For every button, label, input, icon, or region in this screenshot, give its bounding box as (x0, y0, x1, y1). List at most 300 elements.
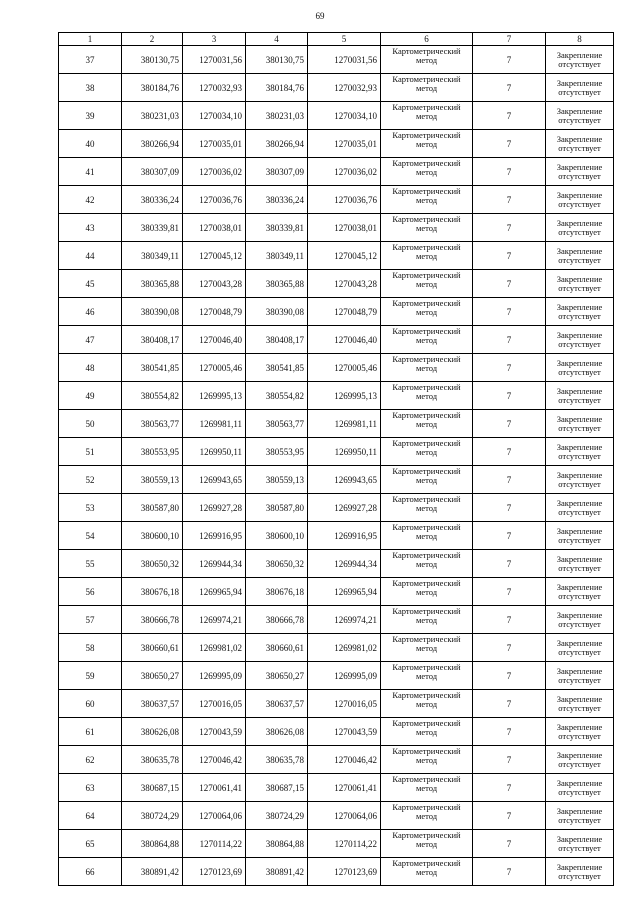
fixation-cell (546, 718, 614, 746)
fixation-cell (546, 606, 614, 634)
fixation-line-1: Закрепление (556, 161, 603, 172)
accuracy-cell: 7 (473, 186, 546, 214)
method-line-1: Картометрический (392, 270, 461, 280)
y-existing-cell: 1269943,65 (183, 466, 246, 494)
x-clarified-cell: 380650,32 (246, 550, 308, 578)
accuracy-cell: 7 (473, 522, 546, 550)
accuracy-cell: 7 (473, 634, 546, 662)
method-cell (381, 662, 473, 690)
fixation-line-1: Закрепление (556, 861, 603, 872)
y-existing-cell: 1270046,40 (183, 326, 246, 354)
fixation-cell (546, 354, 614, 382)
y-existing-cell: 1270045,12 (183, 242, 246, 270)
x-clarified-cell: 380660,61 (246, 634, 308, 662)
fixation-line-1: Закрепление (556, 833, 603, 844)
y-existing-cell: 1270048,79 (183, 298, 246, 326)
accuracy-cell: 7 (473, 858, 546, 886)
fixation-cell (546, 326, 614, 354)
method-line-1: Картометрический (392, 326, 461, 336)
fixation-line-2: отсутствует (558, 562, 601, 573)
point-number-cell: 58 (59, 634, 122, 662)
fixation-line-1: Закрепление (556, 189, 603, 200)
point-number-cell: 37 (59, 46, 122, 74)
method-line-1: Картометрический (392, 578, 461, 588)
fixation-line-2: отсутствует (558, 450, 601, 461)
method-line-2: метод (415, 671, 438, 681)
fixation-line-2: отсутствует (558, 534, 601, 545)
x-clarified-cell: 380307,09 (246, 158, 308, 186)
fixation-line-2: отсутствует (558, 730, 601, 741)
accuracy-cell: 7 (473, 326, 546, 354)
method-line-1: Картометрический (392, 494, 461, 504)
y-clarified-cell: 1269916,95 (308, 522, 381, 550)
table-row (59, 830, 614, 858)
fixation-line-2: отсутствует (558, 870, 601, 881)
fixation-cell (546, 242, 614, 270)
table-row (59, 746, 614, 774)
point-number-cell: 52 (59, 466, 122, 494)
fixation-line-2: отсутствует (558, 338, 601, 349)
accuracy-cell: 7 (473, 746, 546, 774)
x-clarified-cell: 380231,03 (246, 102, 308, 130)
x-existing-cell: 380541,85 (122, 354, 183, 382)
table-row (59, 270, 614, 298)
accuracy-cell: 7 (473, 410, 546, 438)
point-number-cell: 40 (59, 130, 122, 158)
x-clarified-cell: 380339,81 (246, 214, 308, 242)
x-clarified-cell: 380587,80 (246, 494, 308, 522)
accuracy-cell: 7 (473, 130, 546, 158)
x-clarified-cell: 380130,75 (246, 46, 308, 74)
accuracy-cell: 7 (473, 774, 546, 802)
table-row (59, 494, 614, 522)
table-body (59, 33, 614, 886)
y-existing-cell: 1269950,11 (183, 438, 246, 466)
header-cell-2: 2 (122, 33, 183, 46)
y-clarified-cell: 1269974,21 (308, 606, 381, 634)
x-existing-cell: 380660,61 (122, 634, 183, 662)
method-line-2: метод (415, 839, 438, 849)
y-clarified-cell: 1270016,05 (308, 690, 381, 718)
table-row (59, 46, 614, 74)
x-existing-cell: 380130,75 (122, 46, 183, 74)
method-line-1: Картометрический (392, 774, 461, 784)
x-clarified-cell: 380676,18 (246, 578, 308, 606)
fixation-line-2: отсутствует (558, 618, 601, 629)
y-clarified-cell: 1270048,79 (308, 298, 381, 326)
method-line-1: Картометрический (392, 46, 461, 56)
method-line-1: Картометрический (392, 74, 461, 84)
method-line-1: Картометрический (392, 634, 461, 644)
fixation-line-2: отсутствует (558, 842, 601, 853)
accuracy-cell: 7 (473, 242, 546, 270)
y-existing-cell: 1269965,94 (183, 578, 246, 606)
y-clarified-cell: 1270045,12 (308, 242, 381, 270)
table-row (59, 186, 614, 214)
point-number-cell: 49 (59, 382, 122, 410)
y-clarified-cell: 1270046,40 (308, 326, 381, 354)
method-cell (381, 46, 473, 74)
header-cell-8: 8 (546, 33, 614, 46)
x-existing-cell: 380666,78 (122, 606, 183, 634)
fixation-line-1: Закрепление (556, 805, 603, 816)
y-existing-cell: 1270043,59 (183, 718, 246, 746)
point-number-cell: 63 (59, 774, 122, 802)
y-clarified-cell: 1270123,69 (308, 858, 381, 886)
accuracy-cell: 7 (473, 606, 546, 634)
point-number-cell: 55 (59, 550, 122, 578)
fixation-line-2: отсутствует (558, 674, 601, 685)
accuracy-cell: 7 (473, 46, 546, 74)
fixation-cell (546, 690, 614, 718)
fixation-line-2: отсутствует (558, 142, 601, 153)
method-cell (381, 774, 473, 802)
point-number-cell: 44 (59, 242, 122, 270)
method-cell (381, 382, 473, 410)
method-line-1: Картометрический (392, 522, 461, 532)
method-line-1: Картометрический (392, 186, 461, 196)
y-existing-cell: 1270031,56 (183, 46, 246, 74)
method-line-2: метод (415, 167, 438, 177)
point-number-cell: 46 (59, 298, 122, 326)
fixation-cell (546, 410, 614, 438)
table-row (59, 858, 614, 886)
y-clarified-cell: 1270114,22 (308, 830, 381, 858)
x-existing-cell: 380724,29 (122, 802, 183, 830)
x-existing-cell: 380891,42 (122, 858, 183, 886)
fixation-line-2: отсутствует (558, 506, 601, 517)
x-clarified-cell: 380891,42 (246, 858, 308, 886)
method-line-2: метод (415, 251, 438, 261)
y-clarified-cell: 1269944,34 (308, 550, 381, 578)
fixation-cell (546, 466, 614, 494)
point-number-cell: 59 (59, 662, 122, 690)
method-line-1: Картометрический (392, 354, 461, 364)
point-number-cell: 61 (59, 718, 122, 746)
fixation-cell (546, 830, 614, 858)
x-existing-cell: 380184,76 (122, 74, 183, 102)
point-number-cell: 42 (59, 186, 122, 214)
method-cell (381, 410, 473, 438)
x-clarified-cell: 380349,11 (246, 242, 308, 270)
y-clarified-cell: 1270005,46 (308, 354, 381, 382)
x-clarified-cell: 380559,13 (246, 466, 308, 494)
method-cell (381, 550, 473, 578)
method-line-2: метод (415, 783, 438, 793)
method-cell (381, 102, 473, 130)
table-row (59, 130, 614, 158)
x-clarified-cell: 380336,24 (246, 186, 308, 214)
fixation-line-1: Закрепление (556, 441, 603, 452)
table-row (59, 158, 614, 186)
accuracy-cell: 7 (473, 158, 546, 186)
accuracy-cell: 7 (473, 718, 546, 746)
method-line-1: Картометрический (392, 718, 461, 728)
x-existing-cell: 380408,17 (122, 326, 183, 354)
fixation-line-1: Закрепление (556, 721, 603, 732)
y-existing-cell: 1269944,34 (183, 550, 246, 578)
method-line-1: Картометрический (392, 382, 461, 392)
fixation-line-1: Закрепление (556, 693, 603, 704)
fixation-line-2: отсутствует (558, 170, 601, 181)
y-existing-cell: 1270036,76 (183, 186, 246, 214)
fixation-line-1: Закрепление (556, 329, 603, 340)
method-cell (381, 242, 473, 270)
y-existing-cell: 1270038,01 (183, 214, 246, 242)
fixation-cell (546, 158, 614, 186)
table-row (59, 662, 614, 690)
method-line-2: метод (415, 559, 438, 569)
method-line-2: метод (415, 531, 438, 541)
x-clarified-cell: 380390,08 (246, 298, 308, 326)
x-existing-cell: 380553,95 (122, 438, 183, 466)
fixation-line-1: Закрепление (556, 777, 603, 788)
y-clarified-cell: 1269950,11 (308, 438, 381, 466)
method-cell (381, 186, 473, 214)
x-clarified-cell: 380687,15 (246, 774, 308, 802)
x-existing-cell: 380349,11 (122, 242, 183, 270)
method-line-2: метод (415, 279, 438, 289)
accuracy-cell: 7 (473, 354, 546, 382)
method-line-1: Картометрический (392, 410, 461, 420)
point-number-cell: 60 (59, 690, 122, 718)
point-number-cell: 56 (59, 578, 122, 606)
method-cell (381, 522, 473, 550)
method-line-1: Картометрический (392, 438, 461, 448)
x-existing-cell: 380676,18 (122, 578, 183, 606)
fixation-line-2: отсутствует (558, 814, 601, 825)
fixation-line-1: Закрепление (556, 553, 603, 564)
table-row (59, 690, 614, 718)
table-row (59, 578, 614, 606)
fixation-cell (546, 746, 614, 774)
point-number-cell: 47 (59, 326, 122, 354)
method-line-1: Картометрический (392, 830, 461, 840)
fixation-cell (546, 550, 614, 578)
method-cell (381, 466, 473, 494)
method-cell (381, 158, 473, 186)
y-clarified-cell: 1270038,01 (308, 214, 381, 242)
y-existing-cell: 1270046,42 (183, 746, 246, 774)
table-row (59, 606, 614, 634)
method-cell (381, 130, 473, 158)
y-clarified-cell: 1270032,93 (308, 74, 381, 102)
method-line-2: метод (415, 111, 438, 121)
fixation-line-2: отсутствует (558, 226, 601, 237)
y-clarified-cell: 1269981,11 (308, 410, 381, 438)
method-cell (381, 718, 473, 746)
fixation-line-2: отсутствует (558, 702, 601, 713)
method-line-1: Картометрический (392, 690, 461, 700)
y-existing-cell: 1270005,46 (183, 354, 246, 382)
x-existing-cell: 380635,78 (122, 746, 183, 774)
x-clarified-cell: 380864,88 (246, 830, 308, 858)
point-number-cell: 64 (59, 802, 122, 830)
point-number-cell: 54 (59, 522, 122, 550)
y-clarified-cell: 1269927,28 (308, 494, 381, 522)
table-row (59, 438, 614, 466)
fixation-line-1: Закрепление (556, 609, 603, 620)
point-number-cell: 53 (59, 494, 122, 522)
header-cell-7: 7 (473, 33, 546, 46)
method-cell (381, 74, 473, 102)
method-line-2: метод (415, 363, 438, 373)
method-cell (381, 298, 473, 326)
x-clarified-cell: 380365,88 (246, 270, 308, 298)
y-clarified-cell: 1269995,13 (308, 382, 381, 410)
table-row (59, 634, 614, 662)
method-line-2: метод (415, 195, 438, 205)
page-number: 69 (315, 11, 325, 21)
x-existing-cell: 380559,13 (122, 466, 183, 494)
header-cell-4: 4 (246, 33, 308, 46)
y-clarified-cell: 1270036,76 (308, 186, 381, 214)
x-clarified-cell: 380541,85 (246, 354, 308, 382)
method-line-2: метод (415, 475, 438, 485)
table-row (59, 774, 614, 802)
method-line-1: Картометрический (392, 102, 461, 112)
fixation-cell (546, 130, 614, 158)
accuracy-cell: 7 (473, 102, 546, 130)
accuracy-cell: 7 (473, 690, 546, 718)
y-existing-cell: 1269981,11 (183, 410, 246, 438)
fixation-cell (546, 802, 614, 830)
method-cell (381, 438, 473, 466)
fixation-cell (546, 298, 614, 326)
accuracy-cell: 7 (473, 298, 546, 326)
table-row (59, 522, 614, 550)
fixation-cell (546, 578, 614, 606)
y-existing-cell: 1269927,28 (183, 494, 246, 522)
fixation-cell (546, 74, 614, 102)
accuracy-cell: 7 (473, 830, 546, 858)
method-line-2: метод (415, 587, 438, 597)
fixation-line-1: Закрепление (556, 497, 603, 508)
fixation-line-2: отсутствует (558, 310, 601, 321)
x-clarified-cell: 380266,94 (246, 130, 308, 158)
point-number-cell: 65 (59, 830, 122, 858)
x-existing-cell: 380864,88 (122, 830, 183, 858)
table-row (59, 354, 614, 382)
fixation-cell (546, 46, 614, 74)
y-clarified-cell: 1270031,56 (308, 46, 381, 74)
method-line-1: Картометрический (392, 466, 461, 476)
x-clarified-cell: 380563,77 (246, 410, 308, 438)
accuracy-cell: 7 (473, 550, 546, 578)
fixation-line-1: Закрепление (556, 385, 603, 396)
method-line-2: метод (415, 727, 438, 737)
x-existing-cell: 380563,77 (122, 410, 183, 438)
accuracy-cell: 7 (473, 438, 546, 466)
accuracy-cell: 7 (473, 494, 546, 522)
fixation-line-2: отсутствует (558, 198, 601, 209)
table-row (59, 298, 614, 326)
y-existing-cell: 1270064,06 (183, 802, 246, 830)
table-row (59, 550, 614, 578)
fixation-line-1: Закрепление (556, 133, 603, 144)
x-existing-cell: 380365,88 (122, 270, 183, 298)
x-existing-cell: 380554,82 (122, 382, 183, 410)
method-cell (381, 214, 473, 242)
fixation-cell (546, 494, 614, 522)
method-cell (381, 690, 473, 718)
table-row (59, 102, 614, 130)
fixation-cell (546, 634, 614, 662)
x-clarified-cell: 380650,27 (246, 662, 308, 690)
y-existing-cell: 1269916,95 (183, 522, 246, 550)
x-existing-cell: 380266,94 (122, 130, 183, 158)
method-line-1: Картометрический (392, 158, 461, 168)
method-line-2: метод (415, 139, 438, 149)
method-cell (381, 858, 473, 886)
method-line-2: метод (415, 335, 438, 345)
y-clarified-cell: 1270036,02 (308, 158, 381, 186)
fixation-cell (546, 270, 614, 298)
fixation-line-2: отсутствует (558, 366, 601, 377)
fixation-line-2: отсутствует (558, 394, 601, 405)
accuracy-cell: 7 (473, 802, 546, 830)
y-existing-cell: 1269974,21 (183, 606, 246, 634)
method-line-2: метод (415, 419, 438, 429)
x-existing-cell: 380650,27 (122, 662, 183, 690)
method-cell (381, 354, 473, 382)
x-existing-cell: 380637,57 (122, 690, 183, 718)
x-clarified-cell: 380554,82 (246, 382, 308, 410)
fixation-line-1: Закрепление (556, 105, 603, 116)
y-clarified-cell: 1270034,10 (308, 102, 381, 130)
fixation-line-2: отсутствует (558, 254, 601, 265)
fixation-line-1: Закрепление (556, 749, 603, 760)
y-clarified-cell: 1270035,01 (308, 130, 381, 158)
header-cell-1: 1 (59, 33, 122, 46)
fixation-line-1: Закрепление (556, 469, 603, 480)
y-clarified-cell: 1270061,41 (308, 774, 381, 802)
x-existing-cell: 380587,80 (122, 494, 183, 522)
method-line-2: метод (415, 83, 438, 93)
x-existing-cell: 380626,08 (122, 718, 183, 746)
fixation-line-2: отсутствует (558, 86, 601, 97)
point-number-cell: 41 (59, 158, 122, 186)
x-existing-cell: 380687,15 (122, 774, 183, 802)
method-line-2: метод (415, 223, 438, 233)
y-existing-cell: 1269981,02 (183, 634, 246, 662)
method-line-2: метод (415, 503, 438, 513)
fixation-line-2: отсутствует (558, 758, 601, 769)
fixation-cell (546, 382, 614, 410)
method-line-2: метод (415, 615, 438, 625)
table-row (59, 718, 614, 746)
fixation-line-1: Закрепление (556, 581, 603, 592)
accuracy-cell: 7 (473, 382, 546, 410)
table-row (59, 326, 614, 354)
x-clarified-cell: 380724,29 (246, 802, 308, 830)
method-cell (381, 326, 473, 354)
method-cell (381, 802, 473, 830)
point-number-cell: 57 (59, 606, 122, 634)
point-number-cell: 38 (59, 74, 122, 102)
method-line-2: метод (415, 755, 438, 765)
accuracy-cell: 7 (473, 466, 546, 494)
method-cell (381, 830, 473, 858)
y-clarified-cell: 1269943,65 (308, 466, 381, 494)
method-line-1: Картометрический (392, 606, 461, 616)
method-line-1: Картометрический (392, 746, 461, 756)
method-line-2: метод (415, 699, 438, 709)
table-row (59, 214, 614, 242)
method-line-2: метод (415, 391, 438, 401)
method-line-2: метод (415, 447, 438, 457)
method-line-1: Картометрический (392, 242, 461, 252)
